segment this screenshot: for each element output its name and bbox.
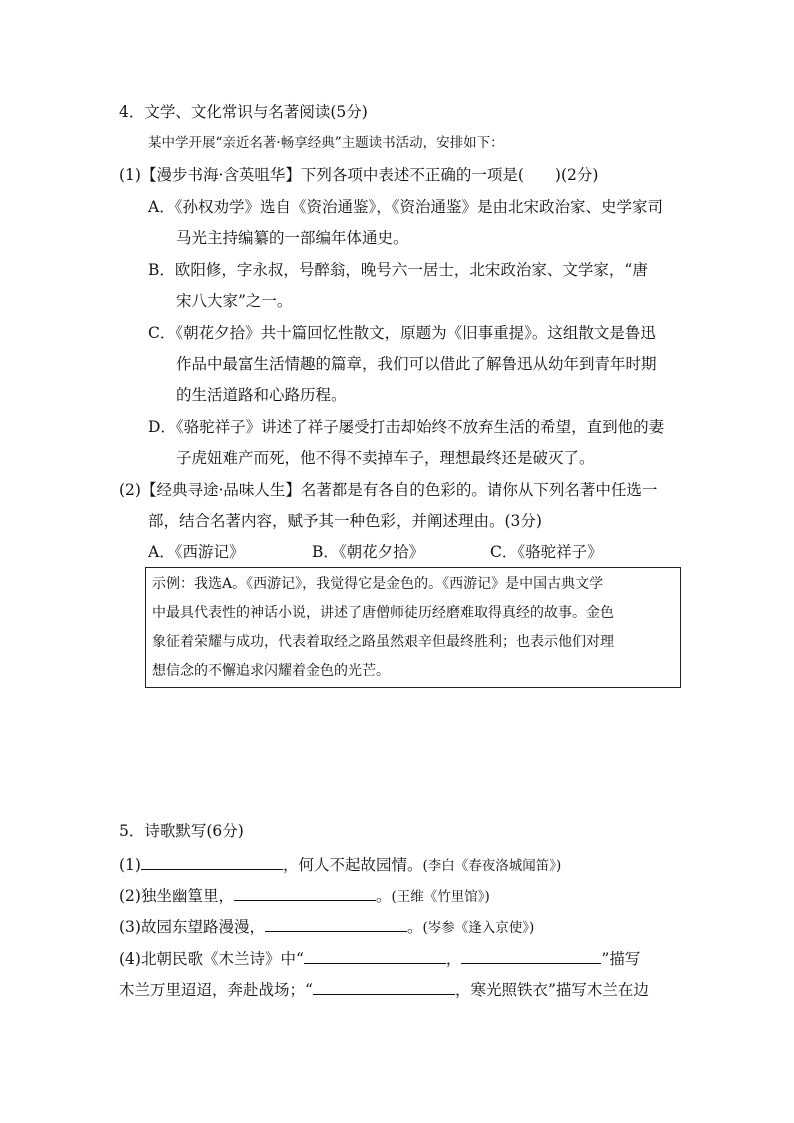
q4-part2-stem-line1: (2)【经典寻途·品味人生】名著都是有各自的色彩的。请你从下列名著中任选一: [119, 481, 658, 499]
option-c-line3: 的生活道路和心路历程。: [176, 386, 347, 404]
verse-source: (岑参《逢入京使》): [422, 920, 535, 936]
verse-text: 故园东望路漫漫，: [140, 918, 265, 936]
verse-source: (李白《春夜洛城闻笛》): [422, 858, 562, 874]
q5-item-4-line1: [119, 947, 640, 969]
verse-text: (4)北朝民歌《木兰诗》中“: [119, 950, 304, 968]
answer-blank[interactable]: [234, 884, 376, 901]
verse-text: ，寒光照铁衣”描写木兰在边: [454, 981, 649, 999]
answer-blank[interactable]: [461, 947, 601, 964]
q5-item-1: [119, 853, 561, 876]
verse-text: ”描写: [601, 950, 641, 968]
verse-text: 木兰万里迢迢，奔赴战场；“: [119, 981, 313, 999]
option-d-line2: 子虎妞难产而死，他不得不卖掉车子，理想最终还是破灭了。: [176, 449, 595, 467]
example-answer-box: [145, 567, 681, 688]
q5-title: 5．诗歌默写(6分): [119, 822, 244, 840]
item-number: (3): [119, 918, 141, 936]
option-b-line2: 宋八大家”之一。: [176, 292, 293, 310]
example-line-3: 象征着荣耀与成功，代表着取经之路虽然艰辛但最终胜利；也表示他们对理: [152, 634, 614, 650]
answer-blank[interactable]: [265, 915, 407, 932]
example-line-2: 中最具代表性的神话小说，讲述了唐僧师徒历经磨难取得真经的故事。金色: [152, 605, 614, 621]
answer-blank[interactable]: [141, 853, 283, 870]
verse-punct: 。: [406, 918, 423, 936]
example-line-1: 示例：我选A。《西游记》，我觉得它是金色的。《西游记》是中国古典文学: [152, 576, 604, 592]
verse-text: ，何人不起故园情。: [282, 856, 423, 874]
option-c-line1: C．《朝花夕拾》共十篇回忆性散文，原题为《旧事重提》。这组散文是鲁迅: [148, 324, 656, 342]
choice-a: A．《西游记》: [148, 543, 245, 561]
q5-item-3: [119, 915, 534, 938]
q5-item-4-line2: [119, 978, 649, 1000]
q4-part1-stem: (1)【漫步书海·含英咀华】下列各项中表述不正确的一项是( )(2分): [119, 166, 599, 184]
item-number: (2): [119, 887, 141, 905]
q4-intro: 某中学开展“亲近名著·畅享经典”主题读书活动，安排如下：: [148, 135, 504, 151]
q4-title: 4．文学、文化常识与名著阅读(5分): [119, 103, 368, 121]
verse-source: (王维《竹里馆》): [391, 889, 490, 905]
verse-punct: 。: [375, 887, 392, 905]
verse-punct: ，: [445, 950, 462, 968]
example-line-4: 想信念的不懈追求闪耀着金色的光芒。: [152, 663, 390, 679]
option-a-line1: A．《孙权劝学》选自《资治通鉴》，《资治通鉴》是由北宋政治家、史学家司: [148, 198, 663, 216]
option-b-line1: B．欧阳修，字永叔，号醉翁，晚号六一居士，北宋政治家、文学家，“唐: [148, 261, 648, 279]
option-a-line2: 马光主持编纂的一部编年体通史。: [176, 229, 409, 247]
answer-blank[interactable]: [304, 947, 446, 964]
option-d-line1: D．《骆驼祥子》讲述了祥子屡受打击却始终不放弃生活的希望，直到他的妻: [148, 418, 665, 436]
q5-item-2: [119, 884, 490, 907]
choice-c: C．《骆驼祥子》: [490, 543, 603, 561]
choice-b: B．《朝花夕拾》: [312, 543, 425, 561]
answer-blank[interactable]: [313, 978, 455, 995]
q4-part2-stem-line2: 部，结合名著内容，赋予其一种色彩，并阐述理由。(3分): [148, 512, 542, 530]
item-number: (1): [119, 856, 141, 874]
verse-text: 独坐幽篁里，: [140, 887, 234, 905]
option-c-line2: 作品中最富生活情趣的篇章，我们可以借此了解鲁迅从幼年到青年时期: [176, 355, 657, 373]
